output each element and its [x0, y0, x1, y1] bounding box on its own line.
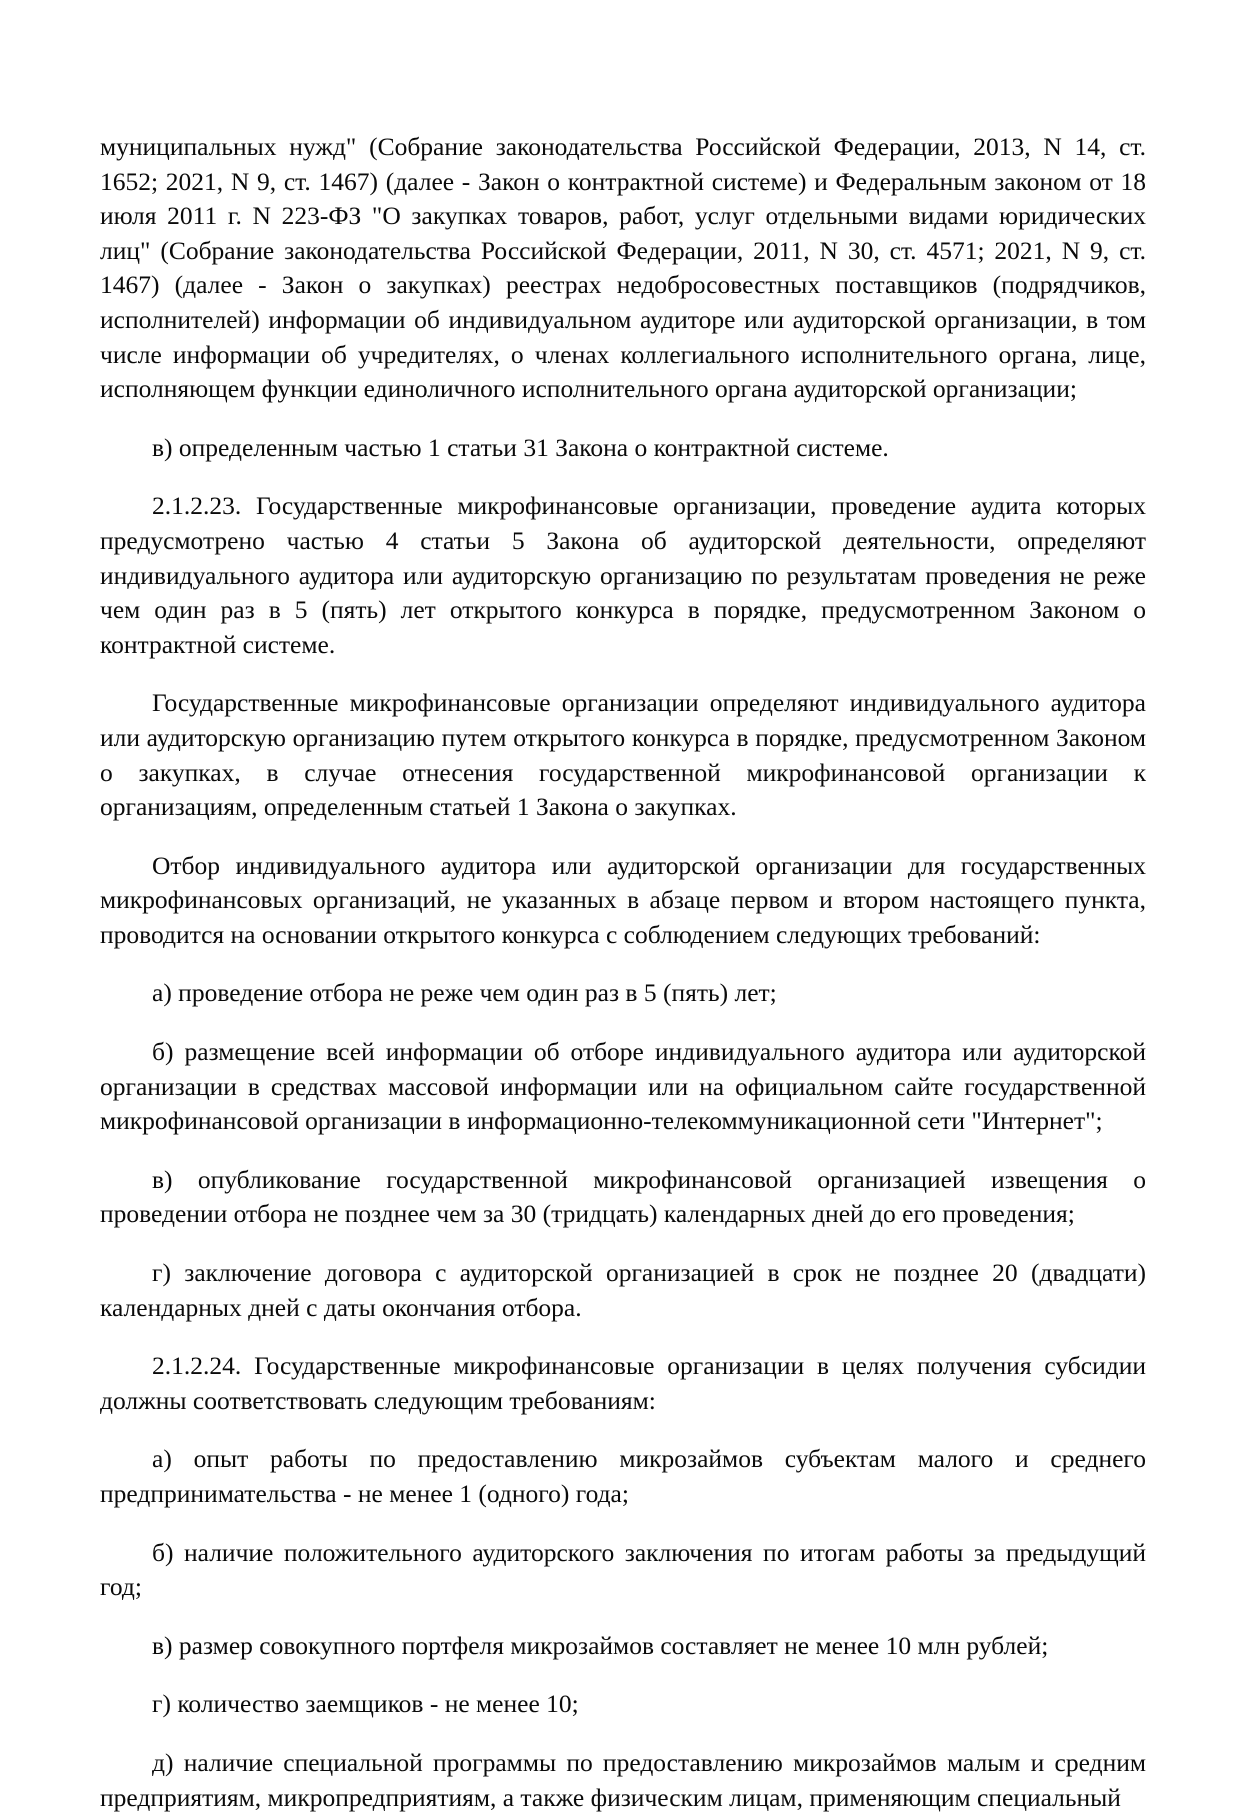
- paragraph-continuation-municipal-needs: муниципальных нужд" (Собрание законодательства Российской Федерации, 2013, N 14, ст. 1652; 2021, N 9, ст. 1467) (далее - Закон о контрактной системе) и Федеральным законом от 18 июля 2011 г. N 223-ФЗ "О закупках товаров, работ, услуг отдельными видами юридических лиц" (Собрание законодательства Российской Федерации, 2011, N 30, ст. 4571; 2021, N 9, ст. 1467) (далее - Закон о закупках) реестрах недобросовестных поставщиков (подрядчиков, исполнителей) информации об индивидуальном аудиторе или аудиторской организации, в том числе информации об учредителях, о членах коллегиального исполнительного органа, лице, исполняющем функции единоличного исполнительного органа аудиторской организации;: [100, 132, 1146, 404]
- paragraph-subsidy-g-borrowers: г) количество заемщиков - не менее 10;: [152, 1689, 579, 1719]
- paragraph-req-a-frequency: а) проведение отбора не реже чем один раз в 5 (пять) лет;: [152, 978, 777, 1008]
- paragraph-subsidy-b-audit-opinion: б) наличие положительного аудиторского заключения по итогам работы за предыдущий год;: [100, 1537, 1146, 1602]
- paragraph-clause-2-1-2-23: 2.1.2.23. Государственные микрофинансовые организации, проведение аудита которых предусмотрено частью 4 статьи 5 Закона об аудиторской деятельности, определяют индивидуального аудитора или аудиторскую организацию по результатам проведения не реже чем один раз в 5 (пять) лет открытого конкурса в порядке, предусмотренном Законом о контрактной системе.: [100, 491, 1146, 659]
- document-text-block: [100, 130, 1146, 1815]
- paragraph-subsidy-d-special-program: д) наличие специальной программы по предоставлению микрозаймов малым и средним предприятиям, микропредприятиям, а также физическим лицам, применяющим специальный: [100, 1747, 1146, 1812]
- paragraph-open-competition-procurement-law: Государственные микрофинансовые организации определяют индивидуального аудитора или аудиторскую организацию путем открытого конкурса в порядке, предусмотренном Законом о закупках, в случае отнесения государственной микрофинансовой организации к организациям, определенным статьей 1 Закона о закупках.: [100, 688, 1146, 822]
- paragraph-subsidy-a-experience: а) опыт работы по предоставлению микрозаймов субъектам малого и среднего предпринимательства - не менее 1 (одного) года;: [100, 1444, 1146, 1508]
- paragraph-selection-requirements-intro: Отбор индивидуального аудитора или аудиторской организации для государственных микрофинансовых организаций, не указанных в абзаце первом и втором настоящего пункта, проводится на основании открытого конкурса с соблюдением следующих требований:: [100, 850, 1146, 949]
- paragraph-clause-2-1-2-24: 2.1.2.24. Государственные микрофинансовые организации в целях получения субсидии должны соответствовать следующим требованиям:: [100, 1351, 1146, 1415]
- paragraph-req-v-notice: в) опубликование государственной микрофинансовой организацией извещения о проведении отбора не позднее чем за 30 (тридцать) календарных дней до его проведения;: [100, 1164, 1146, 1229]
- paragraph-req-b-publication: б) размещение всей информации об отборе индивидуального аудитора или аудиторской организации в средствах массовой информации или на официальном сайте государственной микрофинансовой организации в информационно-телекоммуникационной сети "Интернет";: [100, 1037, 1146, 1136]
- paragraph-req-g-contract: г) заключение договора с аудиторской организацией в срок не позднее 20 (двадцати) календарных дней с даты окончания отбора.: [100, 1258, 1146, 1322]
- paragraph-item-v-contract-system: в) определенным частью 1 статьи 31 Закона о контрактной системе.: [152, 432, 889, 462]
- paragraph-subsidy-v-portfolio: в) размер совокупного портфеля микрозаймов составляет не менее 10 млн рублей;: [152, 1630, 1049, 1660]
